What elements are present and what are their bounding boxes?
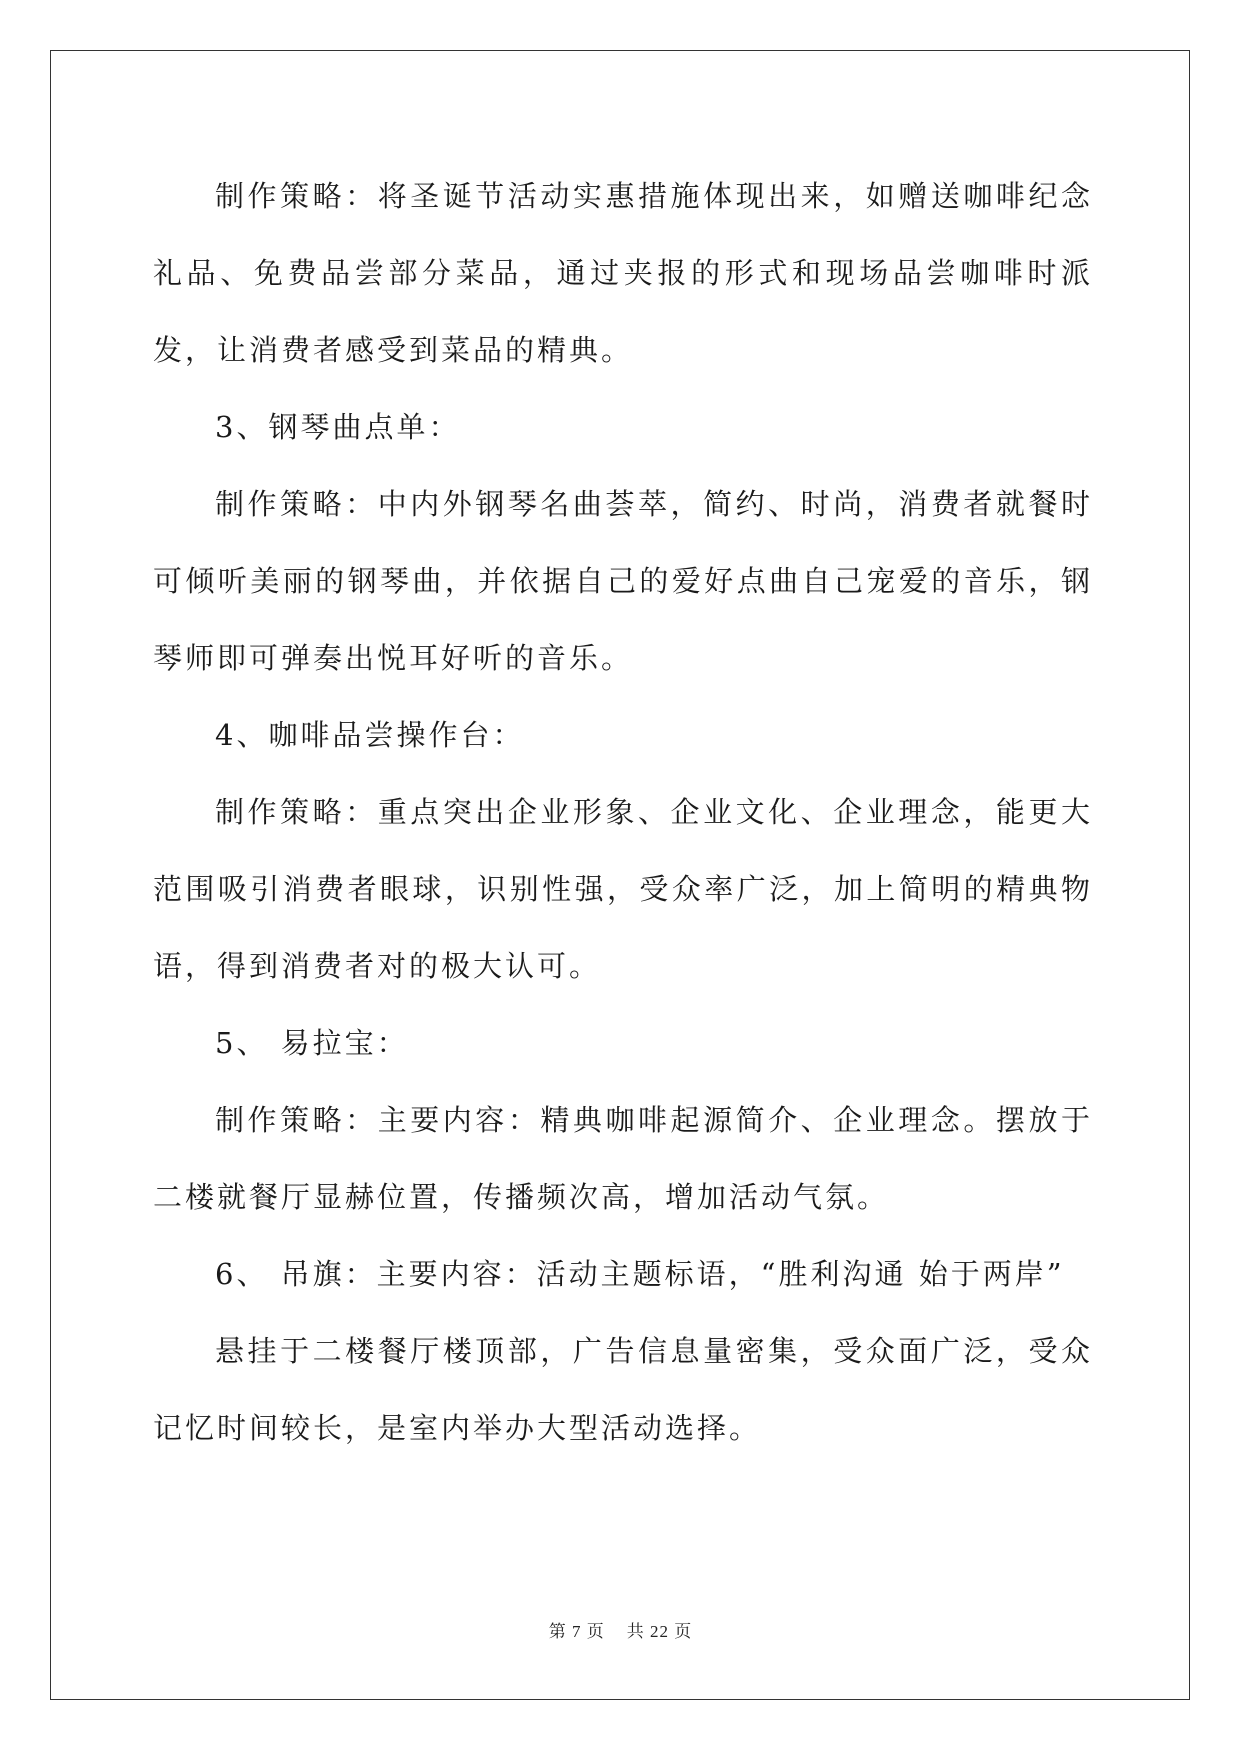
paragraph-strategy-gifts: 制作策略：将圣诞节活动实惠措施体现出来，如赠送咖啡纪念礼品、免费品尝部分菜品，通过夹报的形式和现场品尝咖啡时派发，让消费者感受到菜品的精典。 bbox=[153, 179, 1093, 367]
paragraph-strategy-brand-image: 制作策略：重点突出企业形象、企业文化、企业理念，能更大范围吸引消费者眼球，识别性强，受众率广泛，加上简明的精典物语，得到消费者对的极大认可。 bbox=[153, 795, 1093, 983]
heading-coffee-tasting-station: 4、咖啡品尝操作台： bbox=[215, 718, 525, 752]
heading-roll-up-banner: 5、 易拉宝： bbox=[215, 1026, 409, 1060]
page-footer bbox=[0, 1617, 1241, 1642]
paragraph-strategy-flags: 悬挂于二楼餐厅楼顶部，广告信息量密集，受众面广泛，受众记忆时间较长，是室内举办大型活动选择。 bbox=[153, 1334, 1093, 1445]
total-pages: 共 22 页 bbox=[626, 1622, 693, 1641]
document-body bbox=[153, 158, 1093, 1467]
heading-piano-request: 3、钢琴曲点单： bbox=[215, 410, 461, 444]
heading-hanging-flags: 6、 吊旗：主要内容：活动主题标语，“胜利沟通 始于两岸” bbox=[215, 1257, 1065, 1291]
page-number: 第 7 页 bbox=[548, 1622, 605, 1641]
paragraph-strategy-banner: 制作策略：主要内容：精典咖啡起源简介、企业理念。摆放于二楼就餐厅显赫位置，传播频次高，增加活动气氛。 bbox=[153, 1103, 1093, 1214]
paragraph-strategy-piano: 制作策略：中内外钢琴名曲荟萃，简约、时尚，消费者就餐时可倾听美丽的钢琴曲，并依据自己的爱好点曲自己宠爱的音乐，钢琴师即可弹奏出悦耳好听的音乐。 bbox=[153, 487, 1093, 675]
